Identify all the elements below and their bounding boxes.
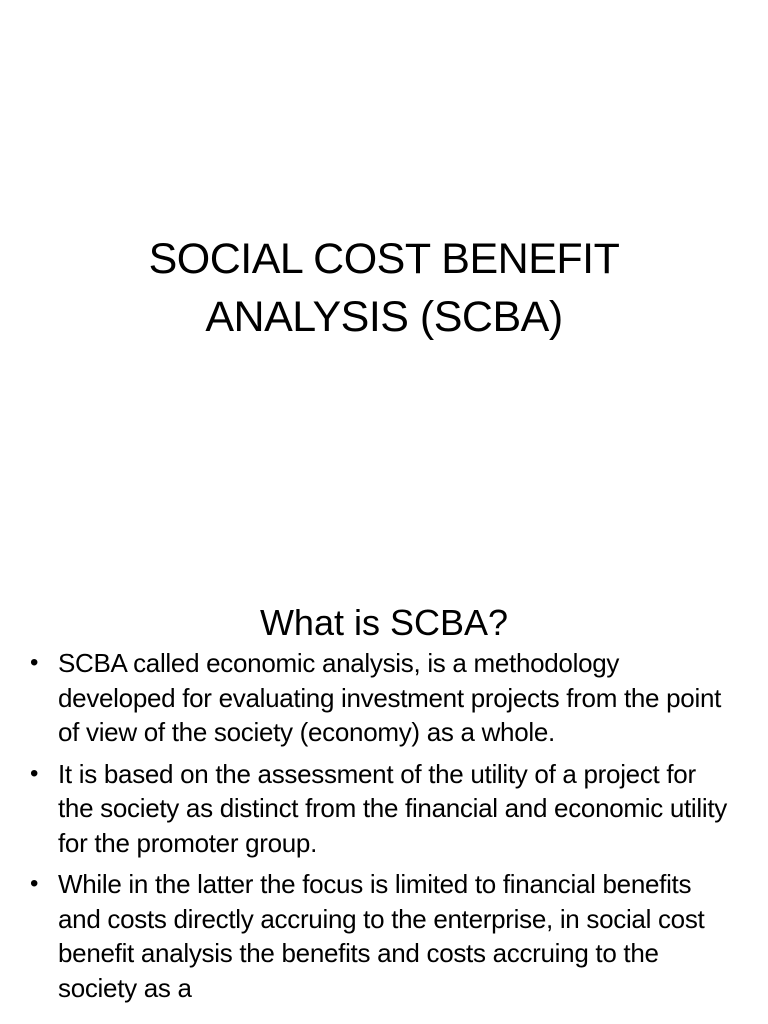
bullet-item bbox=[30, 867, 730, 1005]
title-line-1: SOCIAL COST BENEFIT bbox=[148, 235, 620, 283]
bullet-icon: • bbox=[30, 649, 39, 676]
bullet-icon: • bbox=[30, 759, 39, 787]
slide-title-heading bbox=[0, 230, 768, 346]
bullet-list bbox=[30, 646, 730, 1012]
bullet-item bbox=[30, 757, 730, 861]
title-line-2: ANALYSIS (SCBA) bbox=[205, 293, 563, 341]
bullet-text: SCBA called economic analysis, is a methodology developed for evaluating investment projects from the point of view of the society (economy) as a whole. bbox=[58, 648, 722, 747]
bullet-icon: • bbox=[30, 870, 39, 897]
bullet-item bbox=[30, 646, 730, 750]
bullet-text: While in the latter the focus is limited to financial benefits and costs directly accruing to the enterprise, in social cost benefit analysis the benefits and costs accruing to the society as a bbox=[58, 869, 705, 1003]
slide-what-is-scba bbox=[0, 576, 768, 1024]
slide-heading: What is SCBA? bbox=[259, 602, 509, 643]
bullet-text: It is based on the assessment of the utility of a project for the society as distinct from the financial and economic utility for the promoter group. bbox=[58, 758, 727, 858]
